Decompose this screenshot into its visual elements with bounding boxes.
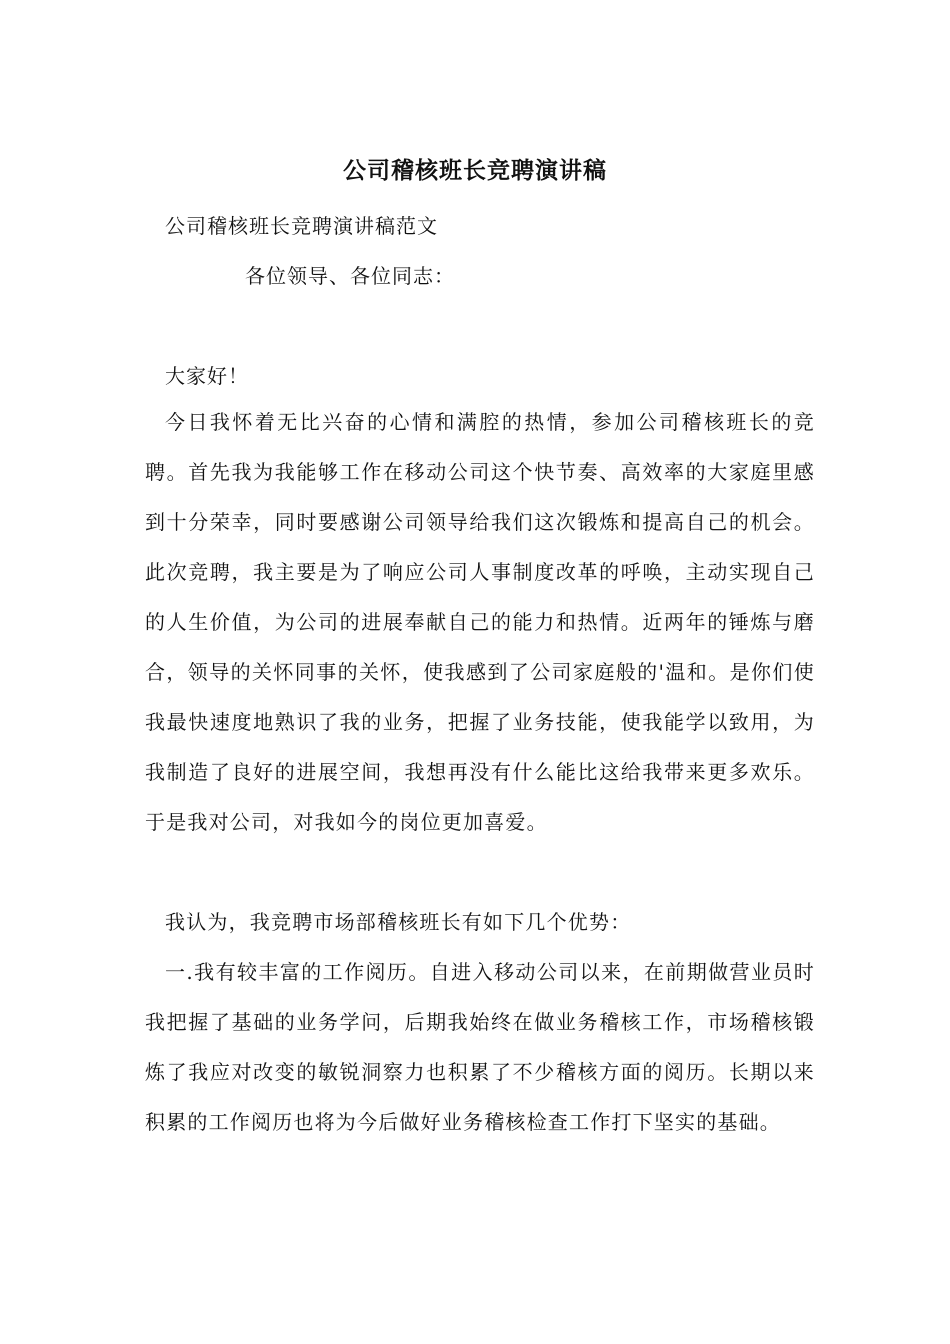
document-title: 公司稽核班长竞聘演讲稿 bbox=[343, 157, 607, 184]
paragraph-text: 一.我有较丰富的工作阅历。自进入移动公司以来，在前期做营业员时我把握了基础的业务学问，后期我始终在做业务稽核工作，市场稽核锻炼了我应对改变的敏锐洞察力也积累了不少稽核方面的阅历。长期以来积累的工作阅历也将为今后做好业务稽核检查工作打下坚实的基础。 bbox=[145, 960, 815, 1134]
greeting: 大家好！ bbox=[165, 364, 249, 388]
paragraph-text: 我认为，我竞聘市场部稽核班长有如下几个优势： bbox=[165, 910, 632, 934]
body-paragraph-experience bbox=[145, 947, 815, 1147]
body-paragraph-advantages bbox=[145, 897, 815, 947]
paragraph-text: 今日我怀着无比兴奋的心情和满腔的热情，参加公司稽核班长的竞聘。首先我为我能够工作在移动公司这个快节奏、高效率的大家庭里感到十分荣幸，同时要感谢公司领导给我们这次锻炼和提高自己的机会。此次竞聘，我主要是为了响应公司人事制度改革的呼唤，主动实现自己的人生价值，为公司的进展奉献自己的能力和热情。近两年的锤炼与磨合，领导的关怀同事的关怀，使我感到了公司家庭般的'温和。是你们使我最快速度地熟识了我的业务，把握了业务技能，使我能学以致用，为我制造了良好的进展空间，我想再没有什么能比这给我带来更多欢乐。于是我对公司，对我如今的岗位更加喜爱。 bbox=[145, 410, 815, 834]
document-subtitle: 公司稽核班长竞聘演讲稿范文 bbox=[165, 214, 438, 238]
salutation: 各位领导、各位同志： bbox=[245, 264, 455, 288]
body-paragraph-intro bbox=[145, 397, 815, 847]
